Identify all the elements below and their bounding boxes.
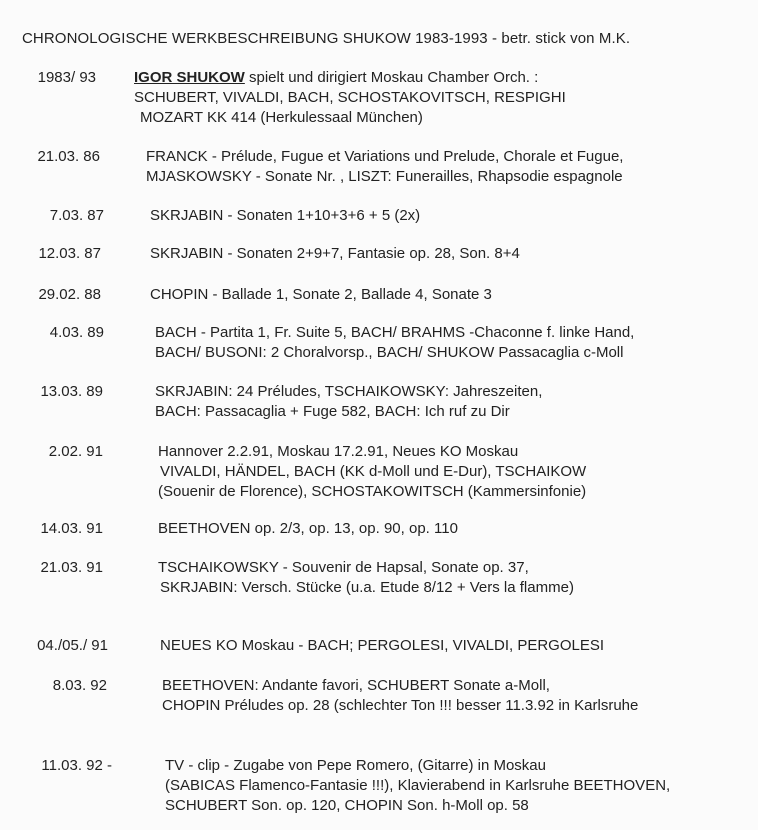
entry-line xyxy=(155,382,542,402)
entry-text: MOZART KK 414 (Herkulessaal München) xyxy=(140,109,423,126)
entry-date: 29.02. 88 xyxy=(38,286,101,303)
entry-text: TSCHAIKOWSKY - Souvenir de Hapsal, Sonate op. 37, xyxy=(158,559,529,576)
performer-name: IGOR SHUKOW xyxy=(134,69,245,86)
entry-date: 11.03. 92 - xyxy=(41,757,112,774)
entry-text: (SABICAS Flamenco-Fantasie !!!), Klavierabend in Karlsruhe BEETHOVEN, xyxy=(165,777,671,794)
entry-line xyxy=(155,343,623,363)
entry-text: BEETHOVEN op. 2/3, op. 13, op. 90, op. 110 xyxy=(158,520,458,537)
entry-date: 14.03. 91 xyxy=(40,520,103,537)
entry-text: VIVALDI, HÄNDEL, BACH (KK d-Moll und E-Dur), TSCHAIKOW xyxy=(160,463,587,480)
entry-text: FRANCK - Prélude, Fugue et Variations und Prelude, Chorale et Fugue, xyxy=(146,148,624,165)
page-title: CHRONOLOGISCHE WERKBESCHREIBUNG SHUKOW 1983-1993 - betr. stick von M.K. xyxy=(22,30,631,47)
entry-date: 21.03. 86 xyxy=(37,148,100,165)
entry-line xyxy=(150,244,520,264)
entry-text: BEETHOVEN: Andante favori, SCHUBERT Sonate a-Moll, xyxy=(162,677,550,694)
entry-line xyxy=(140,108,423,128)
entry-line xyxy=(158,442,518,462)
entry-date: 8.03. 92 xyxy=(52,677,107,694)
entry-line xyxy=(158,558,529,578)
entry-text: TV - clip - Zugabe von Pepe Romero, (Gitarre) in Moskau xyxy=(165,757,546,774)
entry-text: Hannover 2.2.91, Moskau 17.2.91, Neues KO Moskau xyxy=(158,443,519,460)
entry-date: 12.03. 87 xyxy=(38,245,101,262)
entry-date: 04./05./ 91 xyxy=(37,637,108,654)
entry-line xyxy=(158,482,586,502)
entry-text: SKRJABIN: Versch. Stücke (u.a. Etude 8/12 + Vers la flamme) xyxy=(160,579,574,596)
entry-text: SKRJABIN - Sonaten 2+9+7, Fantasie op. 28, Son. 8+4 xyxy=(150,245,520,262)
entry-line xyxy=(160,578,574,598)
entry-date: 4.03. 89 xyxy=(49,324,104,341)
entry-text: BACH: Passacaglia + Fuge 582, BACH: Ich ruf zu Dir xyxy=(155,403,510,420)
entry-line xyxy=(134,88,566,108)
entry-date: 1983/ 93 xyxy=(37,69,96,86)
entry-line xyxy=(165,796,529,816)
entry-text: SKRJABIN: 24 Préludes, TSCHAIKOWSKY: Jahreszeiten, xyxy=(155,383,543,400)
entry-line xyxy=(155,323,634,343)
entry-line xyxy=(146,167,623,187)
entry-text: MJASKOWSKY - Sonate Nr. , LISZT: Funerailles, Rhapsodie espagnole xyxy=(146,168,623,185)
entry-line xyxy=(165,776,670,796)
entry-text: spielt und dirigiert Moskau Chamber Orch. : xyxy=(244,69,539,86)
entry-text: SKRJABIN - Sonaten 1+10+3+6 + 5 (2x) xyxy=(150,207,421,224)
entry-line xyxy=(155,402,510,422)
entry-line xyxy=(160,462,586,482)
entry-line xyxy=(150,206,420,226)
entry-date: 13.03. 89 xyxy=(40,383,103,400)
entry-line xyxy=(150,285,492,305)
entry-line xyxy=(165,756,546,776)
entry-text: CHOPIN - Ballade 1, Sonate 2, Ballade 4, Sonate 3 xyxy=(150,286,492,303)
entry-text: (Souenir de Florence), SCHOSTAKOWITSCH (Kammersinfonie) xyxy=(158,483,587,500)
entry-line xyxy=(162,676,550,696)
entry-text: SCHUBERT Son. op. 120, CHOPIN Son. h-Moll op. 58 xyxy=(165,797,529,814)
entry-date: 21.03. 91 xyxy=(40,559,103,576)
entry-line xyxy=(158,519,458,539)
entry-text: CHOPIN Préludes op. 28 (schlechter Ton !!! besser 11.3.92 in Karlsruhe xyxy=(162,697,639,714)
entry-text: BACH/ BUSONI: 2 Choralvorsp., BACH/ SHUKOW Passacaglia c-Moll xyxy=(155,344,624,361)
entry-line xyxy=(160,636,604,656)
entry-text: BACH - Partita 1, Fr. Suite 5, BACH/ BRAHMS -Chaconne f. linke Hand, xyxy=(155,324,635,341)
entry-line xyxy=(146,147,623,167)
entry-line xyxy=(134,68,538,88)
entry-text: SCHUBERT, VIVALDI, BACH, SCHOSTAKOVITSCH, RESPIGHI xyxy=(134,89,566,106)
entry-date: 2.02. 91 xyxy=(48,443,103,460)
entry-line xyxy=(162,696,638,716)
entry-text: NEUES KO Moskau - BACH; PERGOLESI, VIVALDI, PERGOLESI xyxy=(160,637,605,654)
entry-date: 7.03. 87 xyxy=(49,207,104,224)
